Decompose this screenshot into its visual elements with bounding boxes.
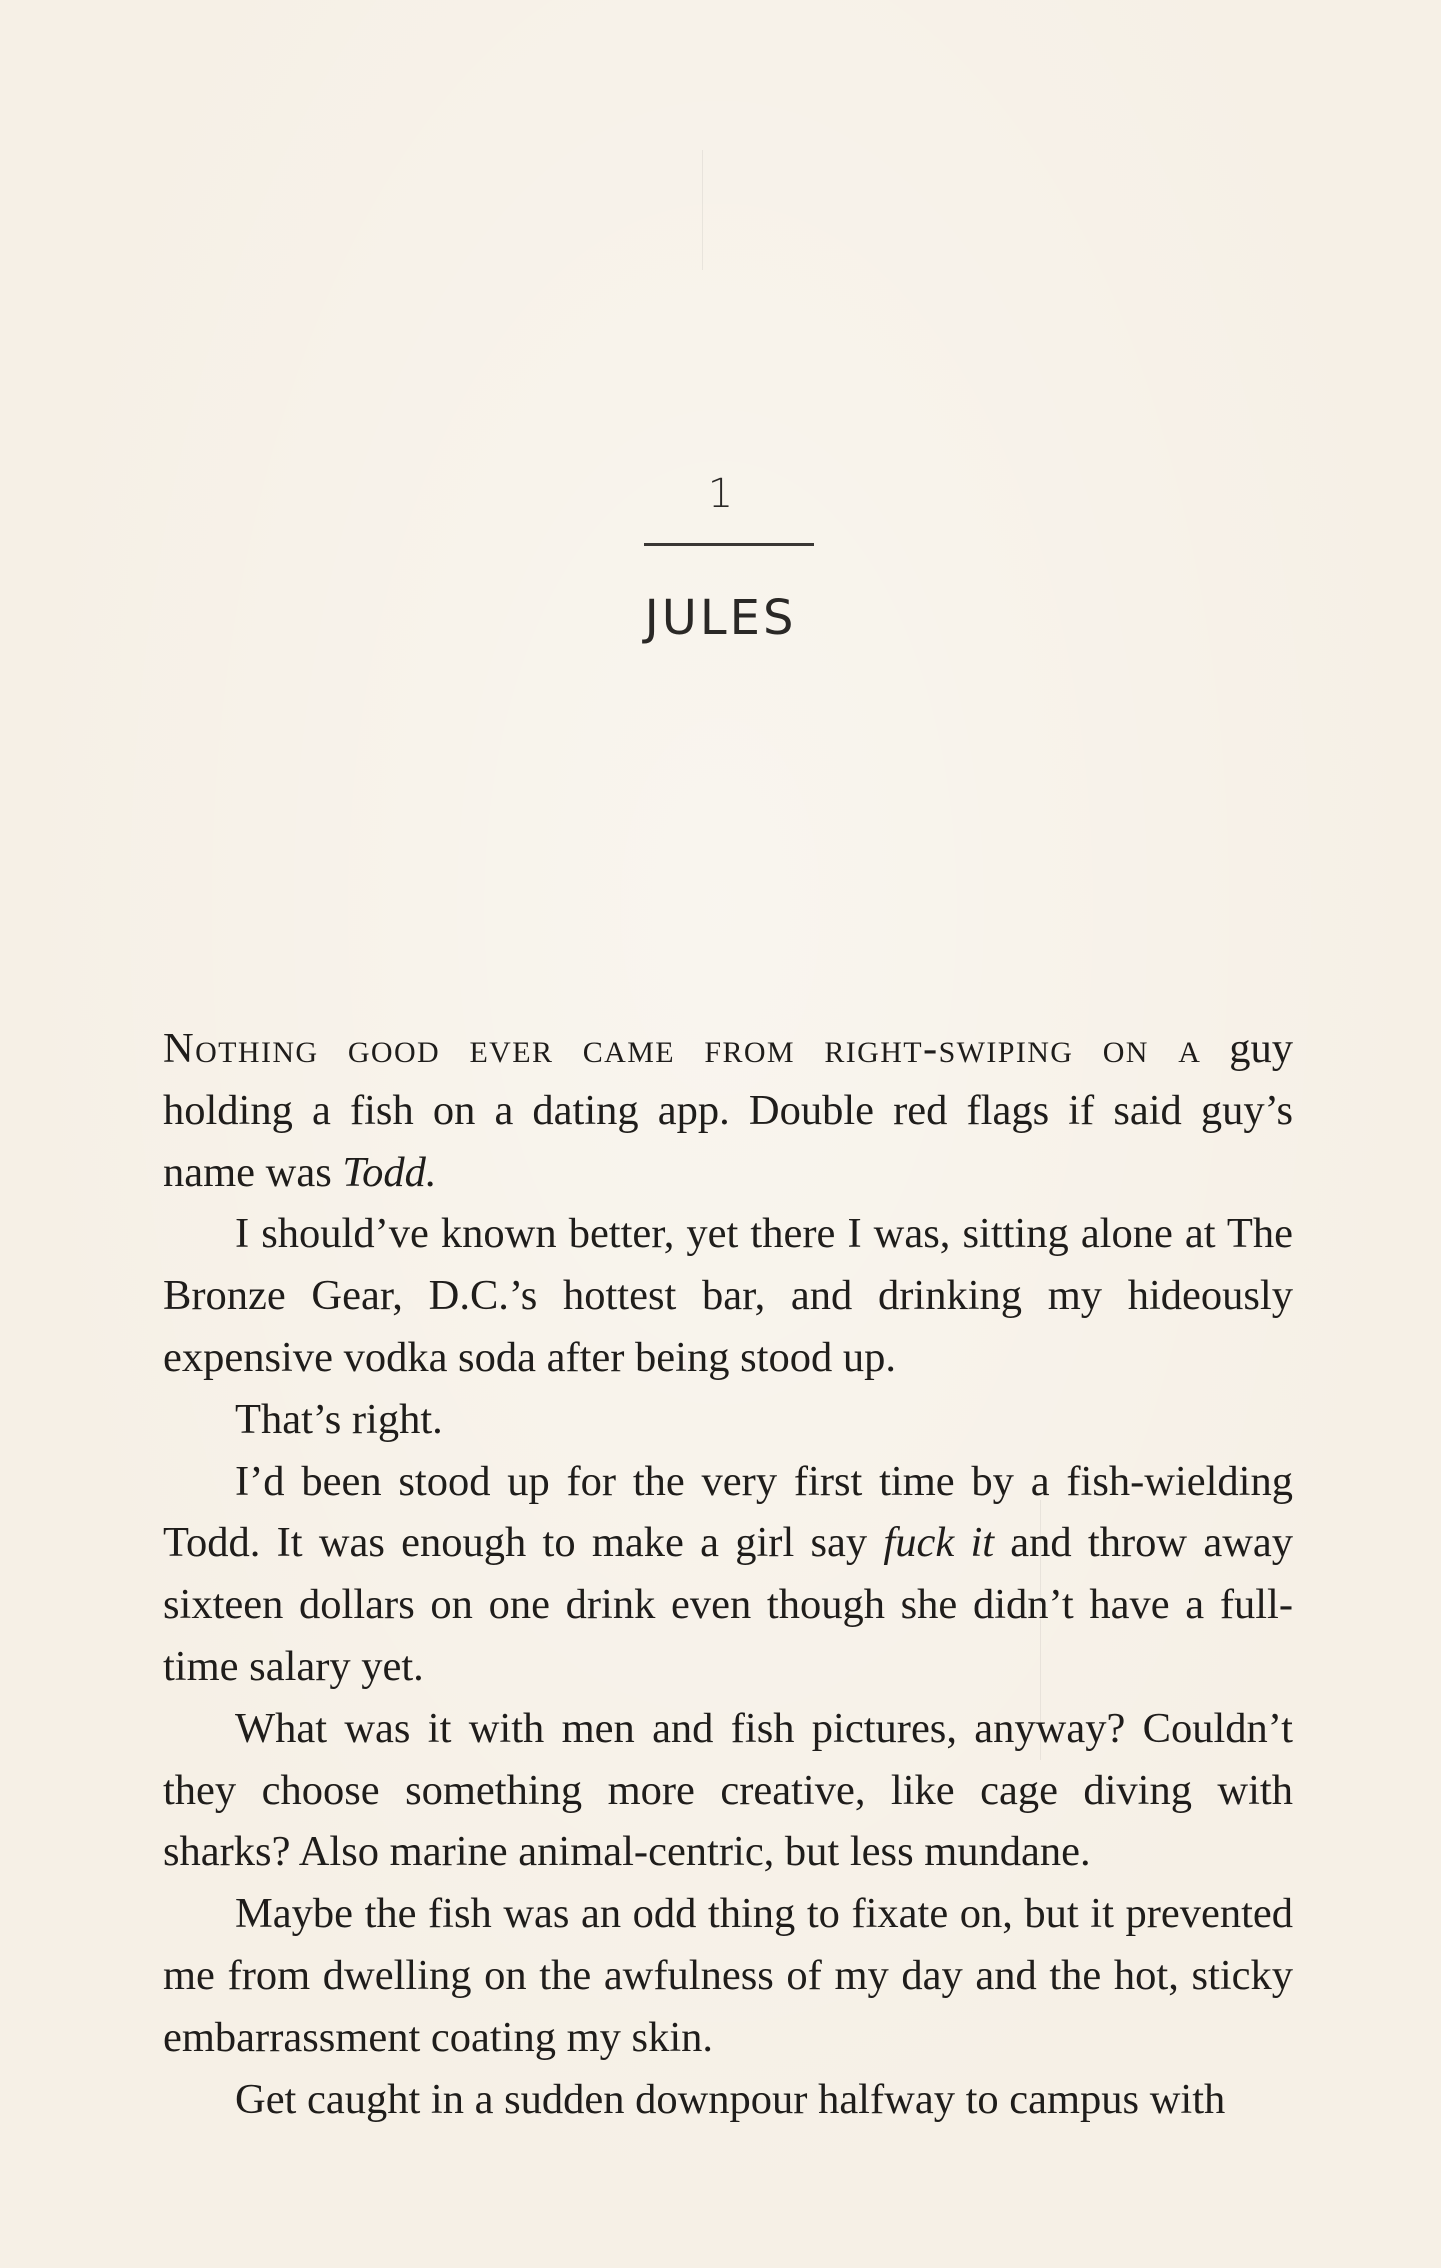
paragraph-3: That’s right. (235, 1395, 443, 1443)
paragraph-7: Get caught in a sudden downpour halfway to campus with (235, 2075, 1226, 2123)
paragraph-5: What was it with men and fish pictures, anyway? Couldn’t they choose something more creative, like cage diving with sharks? Also marine animal-centric, but less mundane. (163, 1704, 1293, 1876)
chapter-body (163, 1018, 1293, 2130)
page-crease (702, 150, 703, 270)
opening-smallcaps: Nothing good ever came from right-swiping on a (163, 1025, 1202, 1072)
chapter-title: JULES (644, 590, 797, 646)
paragraph-1-italic: Todd. (342, 1148, 437, 1196)
paragraph-4 (163, 1451, 1293, 1698)
paragraph-1 (163, 1018, 1293, 1203)
paragraph-6: Maybe the fish was an odd thing to fixate on, but it prevented me from dwelling on the awfulness of my day and the hot, sticky embarrassment coating my skin. (163, 1890, 1293, 2061)
paragraph-1-text: guy holding a fish on a dating app. Double red flags if said guy’s name was (163, 1025, 1294, 1196)
chapter-divider (644, 543, 814, 546)
chapter-number: 1 (707, 471, 734, 517)
paragraph-2: I should’ve known better, yet there I was, sitting alone at The Bronze Gear, D.C.’s hottest bar, and drinking my hideously expensive vodka soda after being stood up. (163, 1210, 1293, 1381)
paragraph-4-text-a: I’d been stood up for the very first time by a fish-wielding Todd. It was enough to make a girl say (163, 1457, 1293, 1567)
paragraph-4-italic: fuck it (883, 1519, 995, 1567)
paragraph-4-text-b: and throw away sixteen dollars on one drink even though she didn’t have a full-time salary yet. (163, 1519, 1293, 1690)
